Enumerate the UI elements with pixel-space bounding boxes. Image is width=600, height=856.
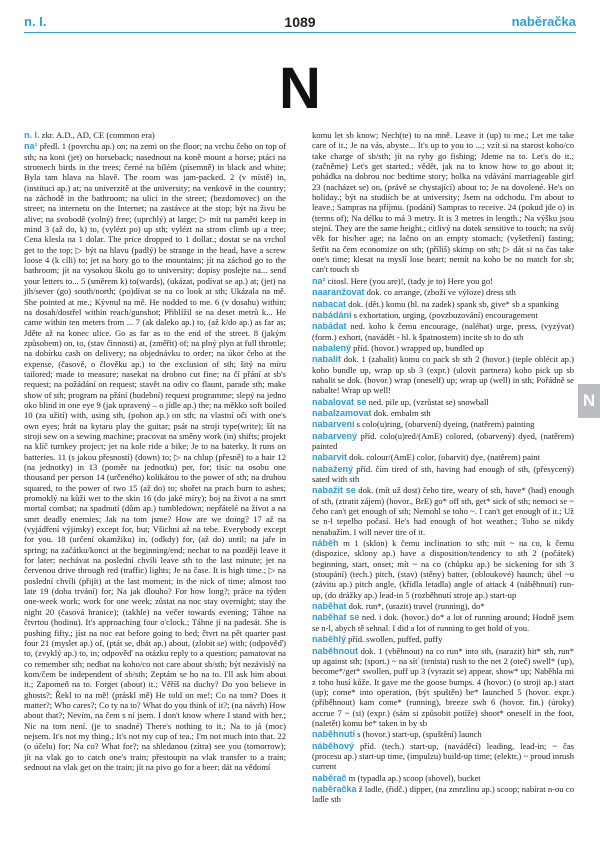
entry-text: příd. (hovor.) wrapped up, bundled up xyxy=(351,342,484,353)
dictionary-entry xyxy=(312,321,574,342)
entry-text: m (typadla ap.) scoop (shovel), bucket xyxy=(346,772,481,783)
entry-headword: nabádat xyxy=(312,321,347,332)
entry-text: s exhortation, urging, (povzbuzování) encouragement xyxy=(351,309,538,320)
entry-headword: naběhat xyxy=(312,601,347,612)
dictionary-entry xyxy=(312,343,574,353)
entry-text: příd. (tech.) start-up, (naváděcí) leading, lead-in; ~ čas (procesu ap.) start-up time, (impulzu) build-up time; (elektr.) ~ proud inrush current xyxy=(312,740,574,772)
entry-headword: náběhový xyxy=(312,740,355,751)
right-column xyxy=(312,130,574,806)
entry-text: dok. 1 (vběhnout) na co run* into sth, (narazit) hit* sth, run* up against sth; (sport.) ~ na síť (tenista) rush to the net 2 (oteč) swell* (up), become*/get* swollen, puff up 3 (vyrazit se) appear, show* up; Naběhla mi z toho husí kůže. It gave me the goose bumps. 4 (hovor.) (o stroji ap.) start (up); come* into operation, (být spuštěn) be* launched 5 (hovor. expr.) (přiběhnout) kam come* (running), breeze swh 6 (hovor. fin.) (úroky) accrue 7 ~ (si) (expr.) (sám si způsobit potíže) shoot* oneself in the foot, (naletět) komu be* taken in by sb xyxy=(312,645,574,728)
dictionary-entry xyxy=(312,431,574,452)
entry-headword: nabažený xyxy=(312,463,354,474)
dictionary-entry xyxy=(312,538,574,600)
dictionary-entry xyxy=(312,408,574,418)
dictionary-entry xyxy=(312,634,574,644)
entry-text: dok. 1 (zabalit) komu co pack sb sth 2 (hovor.) (teple oblécit ap.) koho bundle up, wrap up sb 3 (expr.) (ulovit partnera) koho pick up sb nabalit se dok. (hovor.) wrap (oneself) up; wrap up (well) in sth; Pořádně se nabalte! Wrap up well! xyxy=(312,354,574,396)
entry-text: s colo(u)ring, (obarvení) dyeing, (natěrem) painting xyxy=(354,419,535,430)
entry-headword: nabalený xyxy=(312,342,352,353)
entry-headword: naběhnutí xyxy=(312,729,355,740)
entry-text: citosl. Here (you are)!, (tady je to) Here you go! xyxy=(325,275,494,286)
entry-headword: náběh xyxy=(312,538,339,549)
dictionary-entry xyxy=(312,464,574,485)
entry-headword: naběrač xyxy=(312,772,347,783)
entry-headword: naběhat se xyxy=(312,612,360,623)
left-column xyxy=(24,130,286,773)
entry-headword: naběračka xyxy=(312,783,357,794)
entry-text: dok. embalm sth xyxy=(371,407,431,418)
entry-headword: nabarvit xyxy=(312,452,348,463)
entry-headword: nabarvení xyxy=(312,419,355,430)
entry-text: s (hovor.) start-up, (spuštění) launch xyxy=(355,729,482,740)
dictionary-entry xyxy=(312,397,574,407)
entry-headword: nabažit se xyxy=(312,485,356,496)
left-guide-word: n. I. xyxy=(24,14,47,29)
entry-headword: na² xyxy=(312,275,326,286)
header-rule xyxy=(24,32,576,33)
entry-headword: na¹ xyxy=(24,141,38,152)
dictionary-entry xyxy=(312,276,574,286)
section-letter: N xyxy=(279,56,321,121)
entry-text: příd. swollen, puffed, puffy xyxy=(346,634,443,645)
entry-headword: nabalzamovat xyxy=(312,407,372,418)
entry-headword: naběhlý xyxy=(312,634,347,645)
entry-text: předl. 1 (povrchu ap.) on; na zemi on the floor; na vrchu čeho on top of sth; na koni (jet) on horseback; nasednout na koně mount a horse; ptáci na stromech birds in the trees; černé na bílém (písemně) in black and white; Byla tam hlava na hlavě. The room was jam-packed. 2 (v místě) in, (instituci ap.) at; na univerzitě at the university; na venkově in the country; na záchodě in the bathroom; na ulici in the street; (bezdomovec) on the street; na internetu on the Internet; na zastávce at the stop; být na živu be alive; na svobodě (volný) free; (uprchlý) at large; ▷ mít na paměti keep in mind 3 (až do, k) to, (vylézt po) up sth; vylézt na strom climb up a tree; Cena klesla na 1 dolar. The price dropped to 1 dollar.; dostat se na vrchol get to the top; ▷ být na hlavu (padlý) be strange in the head, have a screw loose 4 (k cíli) to; jet na hory go to the mountains; jít na záchod go to the bathroom; jít na vysokou školu go to university; dopisy poslejte na... send your letters to... 5 (směrem k) to(wards), (ukázat, podívat se ap.) at; (jet) na jih/sever (go) south/north; (po)dívat se na co look at sth; Ukázala na mě. She pointed at me.; Kývnul na mě. He nodded to me. 6 (v dosahu) within; na dosah/dostřel within reach/gunshot; Přiblížil se na deset metrů k... He came within ten meters from ... 7 (ak dalekо ap.) to, (až k/do ap.) as far as; Jděte až na konec ulice. Go as far as to the end of the street. 8 (jakým způsobem) on, to, (stav činnosti) at, (změřit) of; na plný plyn at full throttle; na dobírku cash on delivery; na objednávku to order; na úkor čeho at the expense, (časově, o člověku ap.) to the exclusion of sth; šitý na míru tailored; made to measure; nasekat na drobno cut fine; na čí přání at sb's request; na požádání on request; stavět na odiv co flaunt, parade sth; make show of sth; program na přání (hudební) request programme; slepý na jedno oko blind in one eye 9 (jak upravený – o jídle ap.) the; na měkko soft boiled 10 (za užití) with, using sth, (pohon ap.) on sth; na vlastní oči with one's own eyes; hrát na kytaru play the guitar; psát na stroji type(write); šít na stroji sew on a sewing machine; pracovat na směny work (in) shifts; projekt na klíč turnkey project; jet na kole ride a bike; Je to na baterky. It runs on batteries. 11 (s jakou přesností) (down) to; ▷ na chlup (přesně) to a hair 12 (na jednotky) in 13 (poměr na jednotku) per, for; tisíc na osobu one thousand per person 14 (určeného) kolikátou to the power of sth; na druhou squared, to the power of two 15 (až do) to; shořet na prach burn to ashes; promoklý na kůži wet to the skin 16 (do jaké míry); boj na život a na smrt mortal combat; na spadnutí (dům ap.) tumbledown; nepřátelé na život a na smrt deadly enemies; Jak na tom jsme? How are we doing? 17 až na (vyjádření výjimky) except for, but; Všichni až na tebe. Everybody except for you. 18 (určení okamžiku) in, (odkdy) for, (až do) until; na jaře in spring; na začátku/konci at the beginning/end; nechat to na později leave it for later; nechávat na poslední chvíli leave sth to the last minute; jet na červenou drive through red (traffic) lights; Je na čase. It is high time.; ▷ na poslední chvíli (přijít) at the last moment; in the nick of time; almost too late 19 (doba trvání) for; Na jak dlouho? For how long?; práce na týden one-week work; work for one week; zůstat na noc stay overnight; stay the night 20 (časová hranice); (takhle) na večer towards evening; Táhne na čtvrtou (hodinu). It's approaching four o'clock.; Táhne jí na padesát. She is pushing fifty.; jíst na noc eat before going to bed; čtvrt na pět quarter past four 21 (myslet ap.) of, (ptát se, dbát ap.) about, (zlobit se) with; (odpověď) to, (zvyklý ap.) to, in; odpověď na otázku reply to a question; pamatovat na co remember sth; nedbat na koho/co not care about sb/sth; být nezávislý na kom/čem be independent of sb/sth; Zeptám se ho na to. I'll ask him about it.; Zapomeň na to. Forget (about) it.; Věříš na duchy? Do you believe in ghosts?; Řekl to na mě! (práskl mě) He told on me!; Co na tom? Does it matter?; Who cares?; Co ty na to? What do you think of it?; (na návrh) How about that?; Nevím, na čem s ní jsem. I don't know where I stand with her.; Nic na tom není. (je to snadné) There's nothing to it.; Na to já (moc) nejsem. It's not my thing.; It's not my cup of tea.; I'm not much into that. 22 (o účelu) for; Na co? What for?; na shledanou (zítra) see you (tomorrow); jít na vlak go to catch one's train; přestoupit na vlak transfer to a train; sednout na vlak get on the train; jít na pivo go for a beer; dát na vědomí xyxy=(24,141,286,772)
dictionary-entry xyxy=(312,729,574,739)
page-number: 1089 xyxy=(284,14,316,30)
entry-text: dok. (dět.) komu (hl. na zadek) spank sb, give* sb a spanking xyxy=(346,298,559,309)
entry-text: příd. čím tired of sth, having had enough of sth, (přesycený) sated with sth xyxy=(312,463,574,484)
dictionary-entry xyxy=(312,601,574,611)
dictionary-entry xyxy=(312,310,574,320)
dictionary-entry xyxy=(312,299,574,309)
entry-headword: n. l. xyxy=(24,130,40,140)
dictionary-entry xyxy=(312,452,574,462)
entry-text: m 1 (sklon) k čemu inclination to sth; mít ~ na co, k čemu (dispozice, sklony ap.) have a disposition/tendency to sth 2 (počátek) beginning, start, onset; mít ~ na co (chůpku ap.) be sickening for sth 3 (stoupání) (tech.) pitch, (stav) (stěny) batter, (obloukové) haunch; úhel ~u (závitu ap.) pitch angle, (křídla letadla) angle of attack 4 (náběhnutí) run-up, (do drážky ap.) lead-in 5 (rozběhnutí stroje ap.) start-up xyxy=(312,538,574,600)
dictionary-entry xyxy=(24,130,286,140)
dictionary-entry xyxy=(312,784,574,805)
entry-headword: nabalit xyxy=(312,354,342,365)
dictionary-entry xyxy=(312,485,574,537)
dictionary-entry xyxy=(312,741,574,772)
entry-headword: nabacat xyxy=(312,298,347,309)
page-header xyxy=(24,10,576,32)
dictionary-entry xyxy=(312,612,574,633)
entry-text: příd. colo(u)red/(AmE) colored, (obarvený) dyed, (natěrem) painted xyxy=(312,430,574,451)
right-guide-word: naběračka xyxy=(511,14,576,29)
entry-text: ned. pile up, (vzrůstat se) snowball xyxy=(366,396,489,407)
entry-text: zkr. A.D., AD, CE (common era) xyxy=(39,130,155,140)
dictionary-entry xyxy=(24,141,286,772)
entry-text: komu let sb know; Nech(te) to na mně. Leave it (up) to me.; Let me take care of it.; Je na vás, abyste... It's up to you to ...; vzít si na starost koho/co take charge of sb/sth; jít na ryby go fishing; Jdeme na to. Let's do it.; (začněme) Let's get started.; vědět, jak na to know how to go about it; pohádka na dobrou noc bedtime story; holka na vdávání marriageable girl 23 (nacházet se) on, (právě se chystající) about to; Je na dovolené. He's on holiday.; být na studiích be at university; Jsem na odchodu. I'm about to leave.; Sampras na příjmu. (podání) Sampras to receive. 24 (pokud jde o) in (terms of); Na délku to má 3 metry. It is 3 metres in length.; Na výšku jsou stejní. They are the same height.; citlivý na dotek sensitive to touch; na svůj věk for his/her age; na lačno on an empty stomach; (vyšetření) fasting; šetřit na čem economize on sth; (příliš) skimp on sth; ▷ dát si na čas take one's time; klesat na myslí lose heart; nemít na koho be no match for sb; can't touch sb xyxy=(312,130,574,275)
dictionary-entry xyxy=(312,354,574,395)
thumb-index-tab[interactable] xyxy=(578,384,600,418)
entry-headword: nabádání xyxy=(312,309,352,320)
entry-headword: naběhnout xyxy=(312,645,358,656)
thumb-index-letter: N xyxy=(582,391,596,410)
entry-text: ž ladle, (řidč.) dipper, (na zmrzlinu ap.) scoop; nabírat n-ou co ladle sth xyxy=(312,783,574,805)
dictionary-entry xyxy=(312,646,574,729)
dictionary-entry xyxy=(312,287,574,297)
entry-headword: naaranžovat xyxy=(312,287,365,298)
entry-text: ned. i dok. (hovor.) do* a lot of running around; Hodně jsem se n-l, abych tě sehnal. I did a lot of running to get hold of you. xyxy=(312,612,574,633)
entry-headword: nabarvený xyxy=(312,430,358,441)
entry-text: dok. (mít už dost) čeho tire, weary of sth, have* (had) enough of sth, (ztratit zájem) (hovor., BrE) go* off sth, get* sick of sth; nemoci se ~ čeho can't get enough of sth; Nemohl se toho ~. I can't get enough of it.; Už se n-l tepelho počasí. He's had enough of hot weather.; Toho se nikdy nenabažím. I will never tire of it. xyxy=(312,485,575,537)
dictionary-entry xyxy=(312,130,574,275)
entry-text: dok. run*, (urazit) travel (running), do* xyxy=(346,601,485,612)
dictionary-entry xyxy=(312,419,574,429)
entry-text: ned. koho k čemu encourage, (naléhat) urge, press, (vyzývat) (form.) exhort, (navádět - hl. k špatnostem) incite sb to do sth xyxy=(312,321,574,342)
dictionary-entry xyxy=(312,773,574,783)
entry-headword: nabalovat se xyxy=(312,396,367,407)
entry-text: dok. co arrange, (zboží ve výloze) dress sth xyxy=(364,287,516,298)
entry-text: dok. colour/(AmE) color, (obarvit) dye, (natěrem) paint xyxy=(347,452,540,463)
